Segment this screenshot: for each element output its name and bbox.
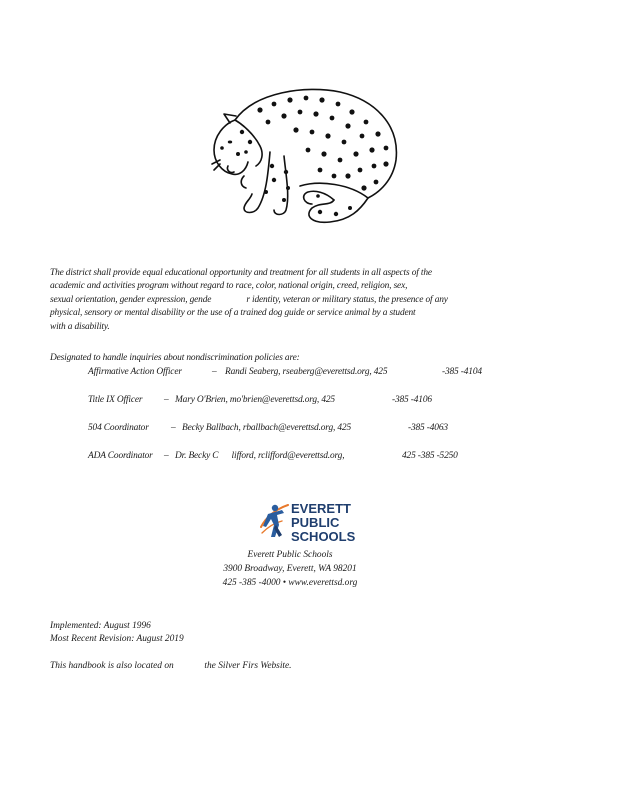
jaguar-mascot-illustration <box>200 80 410 230</box>
everett-public-schools-logo <box>258 497 370 547</box>
statement-line: sexual orientation, gender expression, gende r identity, veteran or military status, the presence of any <box>50 294 448 305</box>
logo-line1: EVERETT <box>291 501 351 516</box>
contact-name-email: Dr. Becky C lifford, rclifford@everettsd.org, <box>175 451 345 461</box>
handbook-location-part2: the Silver Firs Website. <box>204 661 292 671</box>
inquiries-heading: Designated to handle inquiries about nondiscrimination policies are: <box>50 353 300 363</box>
district-street: 3900 Broadway, Everett, WA 98201 <box>223 564 357 574</box>
contact-name-email: Mary O'Brien, mo'brien@everettsd.org, 425 <box>175 395 335 405</box>
contact-role: ADA Coordinator <box>88 451 153 461</box>
contact-role: 504 Coordinator <box>88 423 149 433</box>
contact-dash: – <box>171 423 176 433</box>
contact-role: Title IX Officer <box>88 395 143 405</box>
logo-line2: PUBLIC <box>291 515 340 530</box>
implemented-date: Implemented: August 1996 <box>50 621 151 631</box>
statement-line: academic and activities program without regard to race, color, national origin, creed, religion, sex, <box>50 281 408 292</box>
statement-line: physical, sensory or mental disability or the use of a trained dog guide or service animal by a student <box>50 308 416 319</box>
district-address <box>160 548 420 590</box>
contact-dash: – <box>212 367 217 377</box>
logo-line3: SCHOOLS <box>291 529 356 544</box>
contact-phone: -385 -4106 <box>392 395 432 405</box>
nondiscrimination-statement <box>50 267 448 334</box>
contact-name-email: Becky Ballbach, rballbach@everettsd.org, 425 <box>182 423 351 433</box>
contact-dash: – <box>164 451 169 461</box>
district-name: Everett Public Schools <box>247 550 333 560</box>
contact-phone: 425 -385 -5250 <box>402 451 458 461</box>
district-contact: 425 -385 -4000 • www.everettsd.org <box>222 578 358 588</box>
contact-phone: -385 -4104 <box>442 367 482 377</box>
logo-figure-icon <box>261 505 288 537</box>
contact-role: Affirmative Action Officer <box>88 367 182 377</box>
handbook-location-part1: This handbook is also located on <box>50 661 174 671</box>
contact-name-email: Randi Seaberg, rseaberg@everettsd.org, 425 <box>225 367 388 377</box>
statement-line: The district shall provide equal educational opportunity and treatment for all students in all aspects of the <box>50 268 432 278</box>
statement-line: with a disability. <box>50 321 110 332</box>
revision-date: Most Recent Revision: August 2019 <box>50 634 184 644</box>
contact-dash: – <box>164 395 169 405</box>
handbook-location <box>50 660 292 673</box>
contact-phone: -385 -4063 <box>408 423 448 433</box>
